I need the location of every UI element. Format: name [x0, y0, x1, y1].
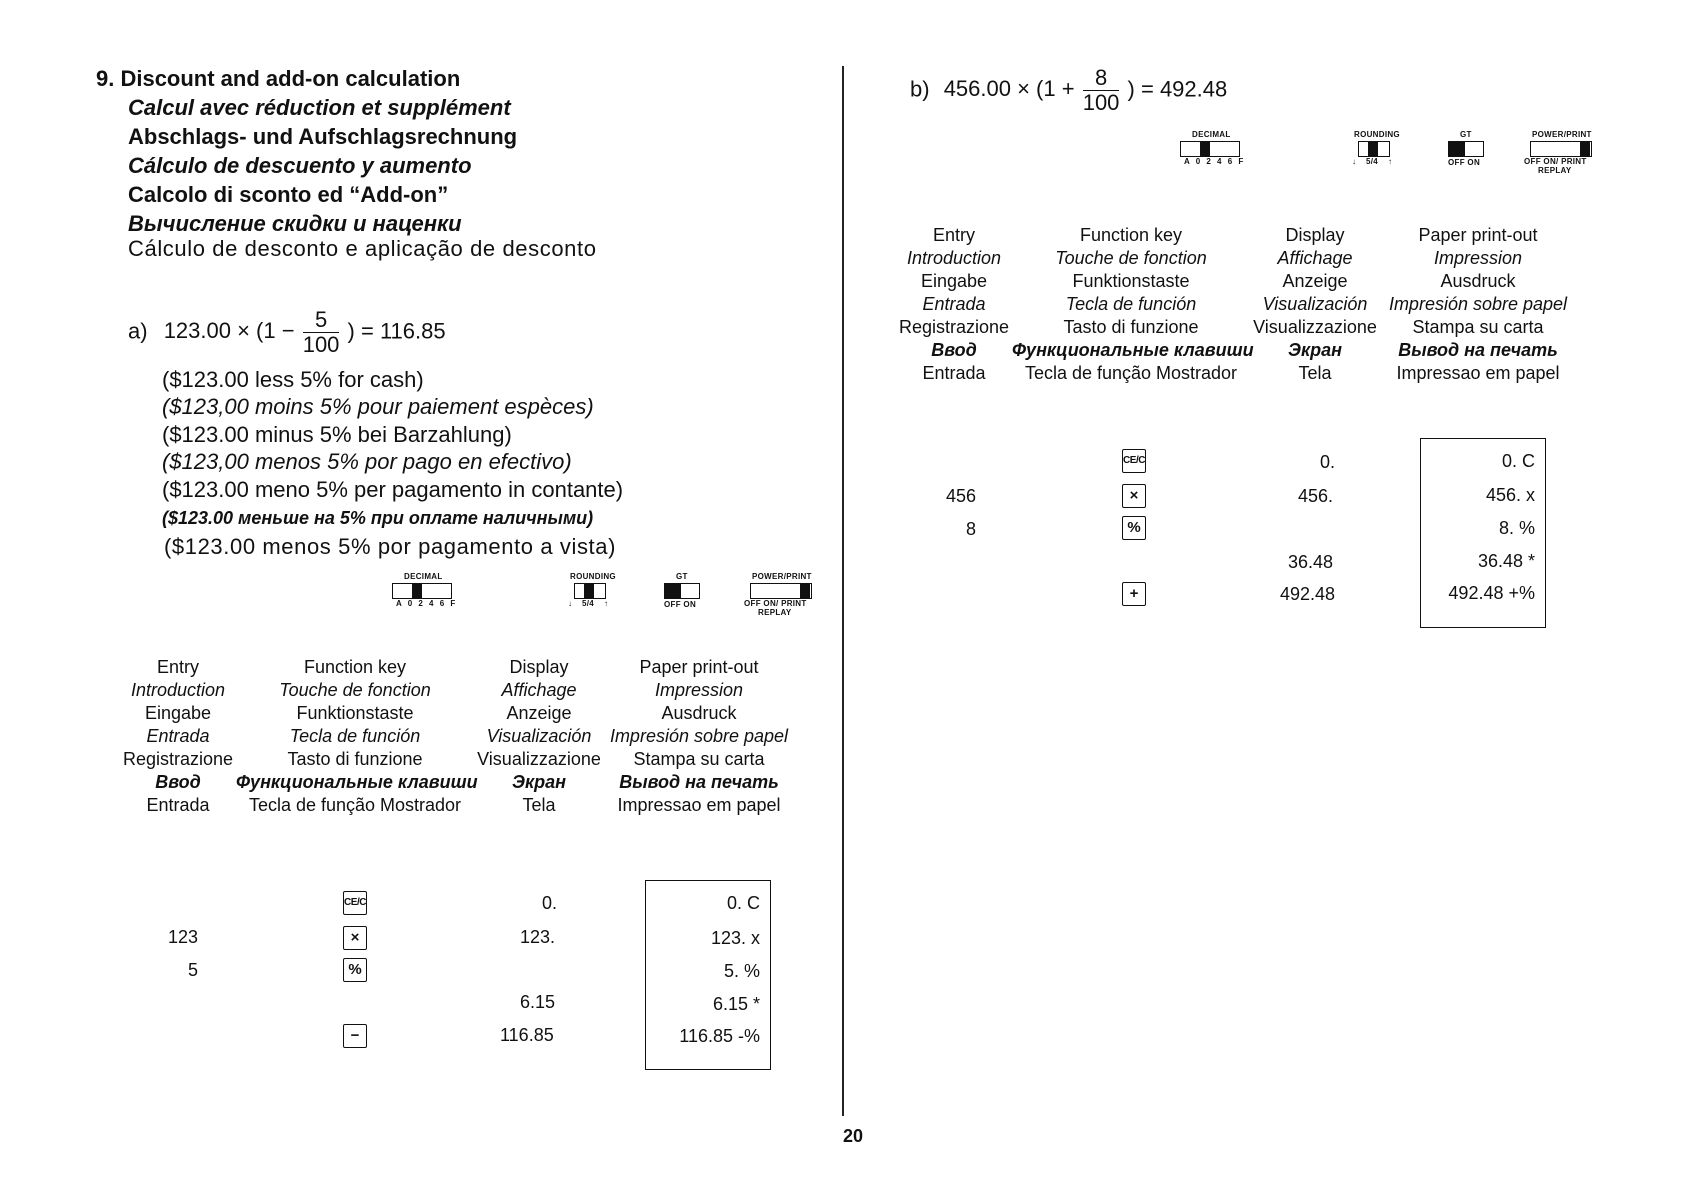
clear-key: CE/C — [343, 891, 367, 915]
paper-tape-a — [645, 880, 771, 1070]
display-value: 0. — [542, 893, 558, 913]
percent-key: % — [343, 958, 367, 982]
tape-line: 8. % — [1498, 518, 1535, 538]
display-value: 456. — [1298, 486, 1334, 506]
tape-line: 492.48 +% — [1448, 583, 1535, 603]
entry-header: Entry Introduction Eingabe Entrada Registrazione Ввод Entrada — [898, 225, 1010, 383]
tape-line: 116.85 -% — [679, 1026, 760, 1046]
decimal-switch-label: DECIMAL — [404, 572, 443, 581]
example-b-formula-post: ) = 492.48 — [1127, 76, 1228, 102]
rounding-switch-scale: 5/4 — [582, 599, 595, 608]
example-a-formula-pre: 123.00 × (1 − — [163, 318, 295, 344]
example-a-formula — [128, 308, 446, 357]
fraction-numerator: 5 — [303, 308, 340, 333]
section-title-de: Abschlags- und Aufschlagsrechnung — [128, 124, 518, 149]
section-title-ru: Вычисление скидки и наценки — [128, 211, 462, 236]
display-header: Display Affichage Anzeige Visualización Visualizzazione Экран Tela — [477, 657, 601, 815]
entry-header: Entry Introduction Eingabe Entrada Registrazione Ввод Entrada — [122, 657, 234, 815]
section-title-fr: Calcul avec réduction et supplément — [128, 95, 511, 120]
decimal-switch-scale: A 0 2 4 6 F — [396, 599, 458, 608]
fraction-denominator: 100 — [302, 332, 340, 357]
paper-header: Paper print-out Impression Ausdruck Impresión sobre papel Stampa su carta Вывод на печать Impressao em papel — [609, 657, 789, 815]
note-fr: ($123,00 moins 5% pour paiement espèces) — [162, 394, 594, 419]
note-es: ($123,00 menos 5% por pago en efectivo) — [162, 449, 572, 474]
entry-value: 5 — [188, 960, 199, 980]
note-it: ($123.00 meno 5% per pagamento in contante) — [162, 477, 624, 502]
multiply-key: × — [1122, 484, 1146, 508]
section-title-pt: Cálculo de desconto e aplicação de desconto — [128, 236, 597, 261]
rounding-up-icon: ↑ — [1388, 157, 1393, 166]
note-pt: ($123.00 menos 5% por pagamento a vista) — [164, 534, 617, 559]
example-b-formula — [910, 66, 1227, 115]
gt-switch-label: GT — [676, 572, 688, 581]
example-b-label: b) — [910, 76, 930, 102]
entry-value: 123 — [168, 927, 199, 947]
section-title-en: 9. Discount and add-on calculation — [96, 66, 461, 91]
entry-value: 456 — [946, 486, 977, 506]
section-title-it: Calcolo di sconto ed “Add-on” — [128, 182, 449, 207]
display-value: 492.48 — [1280, 584, 1336, 604]
tape-line: 36.48 * — [1477, 551, 1535, 571]
display-value: 123. — [520, 927, 556, 947]
note-en: ($123.00 less 5% for cash) — [162, 367, 424, 392]
section-title-es: Cálculo de descuento y aumento — [128, 153, 472, 178]
rounding-up-icon: ↑ — [604, 599, 609, 608]
example-b-formula-pre: 456.00 × (1 + — [943, 76, 1075, 102]
rounding-down-icon: ↓ — [568, 599, 573, 608]
paper-header: Paper print-out Impression Ausdruck Impresión sobre papel Stampa su carta Вывод на печать Impressao em papel — [1388, 225, 1568, 383]
power-switch-replay: REPLAY — [758, 608, 792, 617]
fraction-numerator: 8 — [1083, 66, 1120, 91]
function-header: Function key Touche de fonction Funktionstaste Tecla de función Tasto di funzione Функциональные клавиши Tecla de função Mostrador — [1012, 225, 1254, 383]
page-number: 20 — [843, 1126, 864, 1146]
tape-line: 6.15 * — [712, 994, 760, 1014]
multiply-key: × — [343, 926, 367, 950]
page-divider — [842, 66, 844, 1116]
tape-line: 0. C — [726, 893, 760, 913]
note-ru: ($123.00 меньше на 5% при оплате наличными) — [162, 508, 594, 528]
example-a-label: a) — [128, 318, 148, 344]
display-value: 116.85 — [500, 1025, 554, 1045]
example-a-formula-post: ) = 116.85 — [347, 318, 446, 344]
fraction-denominator: 100 — [1082, 90, 1120, 115]
paper-tape-b — [1420, 438, 1546, 628]
rounding-down-icon: ↓ — [1352, 157, 1357, 166]
clear-key: CE/C — [1122, 449, 1146, 473]
minus-key: − — [343, 1024, 367, 1048]
tape-line: 123. x — [710, 928, 760, 948]
display-value: 36.48 — [1288, 552, 1334, 572]
tape-line: 5. % — [723, 961, 760, 981]
display-header: Display Affichage Anzeige Visualización Visualizzazione Экран Tela — [1253, 225, 1377, 383]
percent-key: % — [1122, 516, 1146, 540]
function-header: Function key Touche de fonction Funktionstaste Tecla de función Tasto di funzione Функциональные клавиши Tecla de função Mostrador — [236, 657, 478, 815]
power-switch-label: POWER/PRINT — [752, 572, 812, 581]
gt-switch-scale: OFF ON — [664, 600, 697, 609]
rounding-switch-label: ROUNDING — [570, 572, 616, 581]
example-a-fraction — [303, 308, 340, 357]
display-value: 0. — [1320, 452, 1336, 472]
plus-key: + — [1122, 582, 1146, 606]
power-switch-scale: OFF ON/ PRINT — [744, 599, 807, 608]
note-de: ($123.00 minus 5% bei Barzahlung) — [162, 422, 512, 447]
display-value: 6.15 — [520, 992, 556, 1012]
entry-value: 8 — [966, 519, 977, 539]
tape-line: 456. x — [1485, 485, 1535, 505]
tape-line: 0. C — [1501, 451, 1535, 471]
example-b-fraction — [1083, 66, 1120, 115]
